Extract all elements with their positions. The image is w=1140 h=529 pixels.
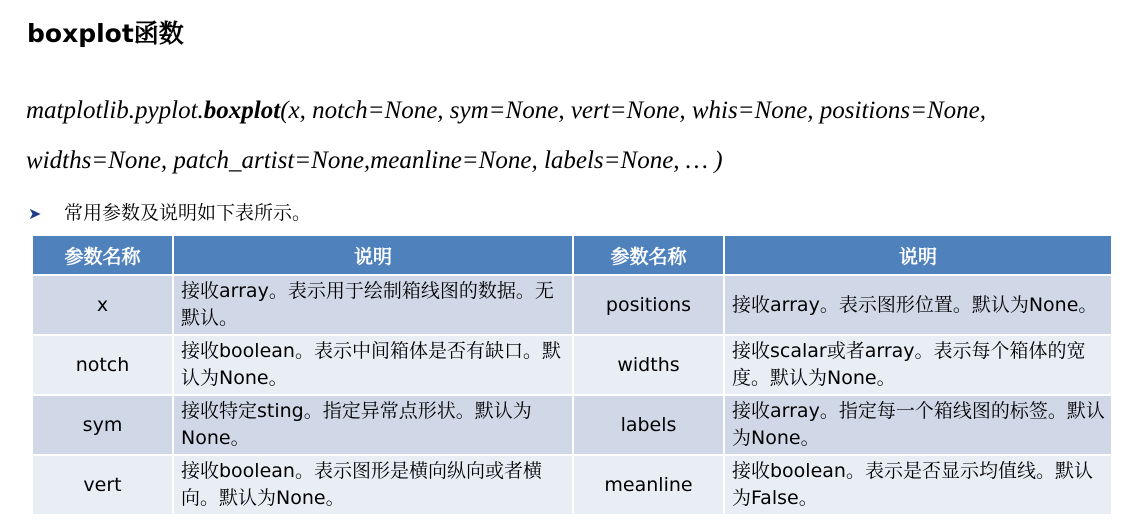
param-name-cell: widths: [573, 335, 724, 395]
param-description-cell: 接收array。表示图形位置。默认为None。: [724, 275, 1112, 335]
param-name-cell: labels: [573, 395, 724, 455]
signature-function-name: boxplot: [203, 97, 281, 124]
table-row: [32, 335, 1112, 395]
param-description-cell: 接收array。表示用于绘制箱线图的数据。无默认。: [173, 275, 573, 335]
param-name-cell: sym: [32, 395, 173, 455]
param-description-cell: 接收boolean。表示图形是横向纵向或者横向。默认为None。: [173, 455, 573, 515]
param-name-cell: notch: [32, 335, 173, 395]
header-param-name-1: 参数名称: [32, 235, 173, 275]
param-description-cell: 接收scalar或者array。表示每个箱体的宽度。默认为None。: [724, 335, 1112, 395]
function-signature-line-1: [26, 93, 986, 129]
table-row: [32, 275, 1112, 335]
signature-prefix: matplotlib.pyplot.: [26, 97, 204, 124]
function-signature-line-2: widths=None, patch_artist=None,meanline=None, labels=None, … ): [26, 147, 723, 174]
signature-args-line-1: (x, notch=None, sym=None, vert=None, whis=None, positions=None,: [280, 97, 986, 124]
param-name-cell: positions: [573, 275, 724, 335]
param-description-cell: 接收boolean。表示是否显示均值线。默认为False。: [724, 455, 1112, 515]
bullet-item: [28, 198, 311, 229]
table-header-row: [32, 235, 1112, 275]
arrow-bullet-icon: ➤: [28, 204, 42, 223]
param-name-cell: meanline: [573, 455, 724, 515]
param-description-cell: 接收特定sting。指定异常点形状。默认为None。: [173, 395, 573, 455]
bullet-text: 常用参数及说明如下表所示。: [64, 202, 312, 224]
param-name-cell: x: [32, 275, 173, 335]
page-title: boxplot函数: [27, 19, 184, 48]
header-description-2: 说明: [724, 235, 1112, 275]
param-description-cell: 接收array。指定每一个箱线图的标签。默认为None。: [724, 395, 1112, 455]
table-row: [32, 455, 1112, 515]
header-param-name-2: 参数名称: [573, 235, 724, 275]
table-row: [32, 395, 1112, 455]
param-description-cell: 接收boolean。表示中间箱体是否有缺口。默认为None。: [173, 335, 573, 395]
parameter-table: [31, 234, 1113, 516]
param-name-cell: vert: [32, 455, 173, 515]
header-description-1: 说明: [173, 235, 573, 275]
